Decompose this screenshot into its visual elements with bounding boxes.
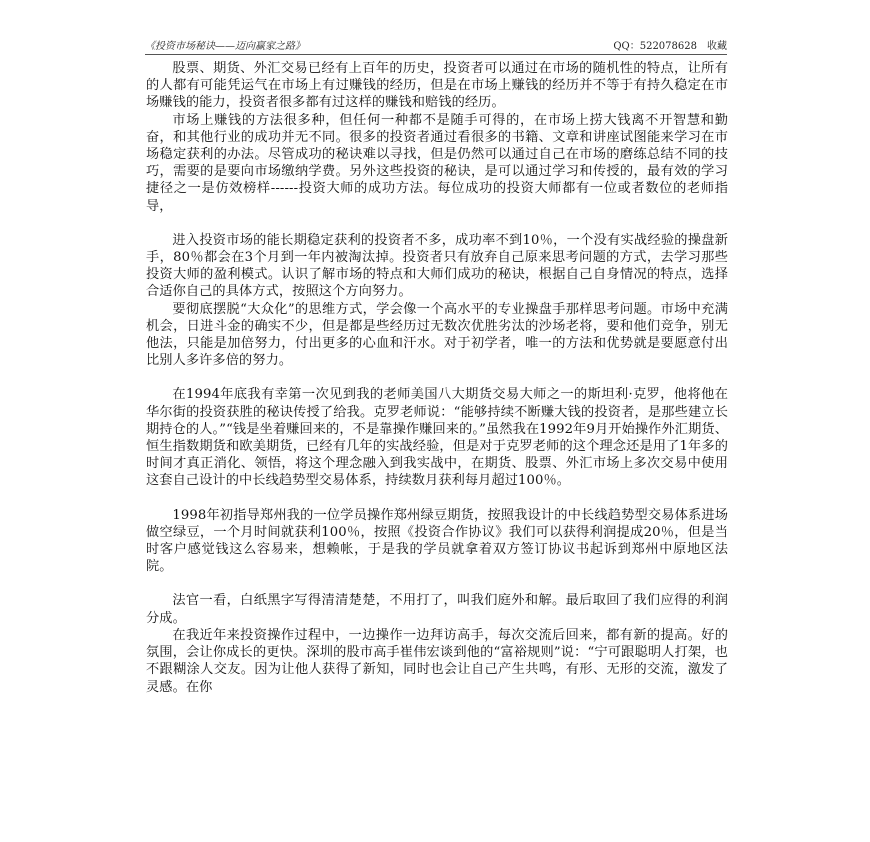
- body-text: [146, 60, 728, 696]
- paragraph: 股票、期货、外汇交易已经有上百年的历史，投资者可以通过在市场的随机性的特点，让所有的人都有可能凭运气在市场上有过赚钱的经历，但是在市场上赚钱的经历并不等于有持久稳定在市场赚钱的能力，投资者很多都有过这样的赚钱和赔钱的经历。: [146, 61, 728, 111]
- paragraph: 在1994年底我有幸第一次见到我的老师美国八大期货交易大师之一的斯坦利·克罗，他将他在华尔街的投资获胜的秘诀传授了给我。克罗老师说：“能够持续不断赚大钱的投资者，是那些建立长期持仓的人。”“钱是坐着赚回来的，不是靠操作赚回来的。”虽然我在1992年9月开始操作外汇期货、恒生指数期货和欧美期货，已经有几年的实战经验，但是对于克罗老师的这个理念还是用了1年多的时间才真正消化、领悟，将这个理念融入到我实战中，在期货、股票、外汇市场上多次交易中使用这套自己设计的中长线趋势型交易体系，持续数月获利每月超过100％。: [146, 387, 728, 489]
- paragraph: 进入投资市场的能长期稳定获利的投资者不多，成功率不到10％，一个没有实战经验的操盘新手，80％都会在3个月到一年内被淘汰掉。投资者只有放弃自己原来思考问题的方式，去学习那些投资大师的盈利模式。认识了解市场的特点和大师们成功的秘诀，根据自己自身情况的特点，选择合适你自己的具体方式，按照这个方向努力。: [146, 232, 728, 300]
- paragraph: 要彻底摆脱“大众化”的思维方式，学会像一个高水平的专业操盘手那样思考问题。市场中充满机会，日进斗金的确实不少，但是都是些经历过无数次优胜劣汰的沙场老将，要和他们竞争，别无他法，只能是加倍努力，付出更多的心血和汗水。对于初学者，唯一的方法和优势就是要愿意付出比别人多许多倍的努力。: [146, 301, 728, 369]
- header-book-title: 《投资市场秘诀——迈向赢家之路》: [145, 41, 305, 52]
- page-header: [145, 40, 727, 55]
- paragraph: 1998年初指导郑州我的一位学员操作郑州绿豆期货，按照我设计的中长线趋势型交易体系进场做空绿豆，一个月时间就获利100％，按照《投资合作协议》我们可以获得利润提成20％，但是当时客户感觉钱这么容易来，想赖帐，于是我的学员就拿着双方签订协议书起诉到郑州中原地区法院。: [146, 507, 728, 575]
- paragraph: 在我近年来投资操作过程中，一边操作一边拜访高手，每次交流后回来，都有新的提高。好的氛围，会让你成长的更快。深圳的股市高手崔伟宏谈到他的“富裕规则”说：“宁可跟聪明人打架，也不跟糊涂人交友。因为让他人获得了新知，同时也会让自己产生共鸣，有形、无形的交流，激发了灵感。在你: [146, 627, 728, 695]
- paragraph: 市场上赚钱的方法很多种，但任何一种都不是随手可得的，在市场上捞大钱离不开智慧和勤奋，和其他行业的成功并无不同。很多的投资者通过看很多的书籍、文章和讲座试图能来学习在市场稳定获利的办法。尽管成功的秘诀难以寻找，但是仍然可以通过自己在市场的磨练总结不同的技巧，需要的是要向市场缴纳学费。另外这些投资的秘诀，是可以通过学习和传授的，最有效的学习捷径之一是仿效榜样------投资大师的成功方法。每位成功的投资大师都有一位或者数位的老师指导，: [146, 112, 728, 214]
- paragraph: 法官一看，白纸黑字写得清清楚楚，不用打了，叫我们庭外和解。最后取回了我们应得的利润分成。: [146, 593, 728, 626]
- header-qq: QQ：522078628 收藏: [613, 41, 727, 52]
